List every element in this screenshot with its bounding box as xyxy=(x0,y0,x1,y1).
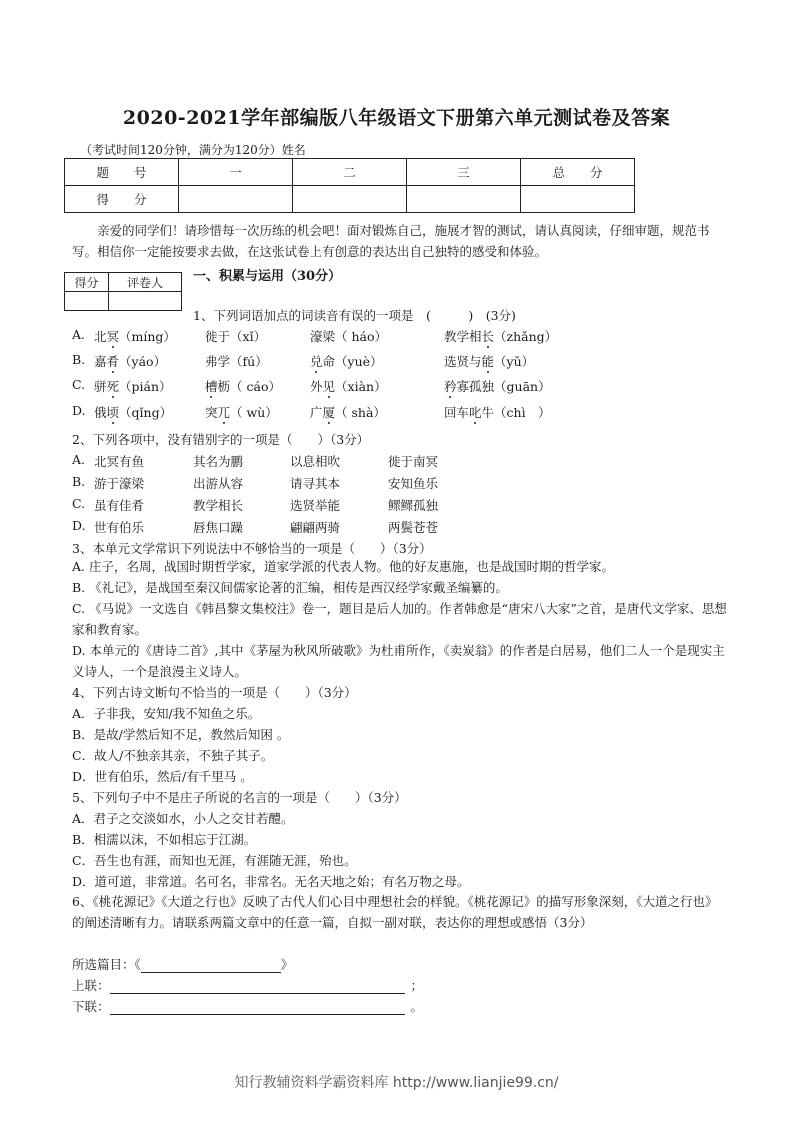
q3-stem: 3、本单元文学常识下列说法中不够恰当的一项是（ ）（3分） xyxy=(72,541,432,556)
q2-option-word: 徙于南冥 xyxy=(388,454,439,469)
q1-option-word: 选贤与能（yǔ） xyxy=(444,354,535,369)
q1-option-word: 俄顷（qǐng） xyxy=(94,405,173,420)
emphasis-char: 肴 xyxy=(106,354,120,369)
q2-option-letter: C. xyxy=(72,496,86,511)
q4-option: C．故人/不独亲其亲，不独子其子。 xyxy=(72,748,274,763)
q2-option-word: 鳏鳏孤独 xyxy=(388,498,439,513)
q6-upper-end: ； xyxy=(410,978,424,993)
score-header-cell: 总 分 xyxy=(521,159,635,186)
q3-option-c: C. 《马说》一文选自《韩昌黎文集校注》卷一，题目是后人加的。作者韩愈是“唐宋八大家”之首，是唐代文学家、思想家和教育家。 xyxy=(72,601,727,637)
score-header-cell: 三 xyxy=(407,159,521,186)
q1-option-row xyxy=(72,403,86,418)
q6-lower-blank[interactable] xyxy=(110,1001,405,1015)
emphasis-char: 长 xyxy=(481,329,495,344)
q1-option-word: 兑命（yuè） xyxy=(310,354,383,369)
q1-option-row xyxy=(72,377,85,392)
q4-option: D．世有伯乐，然后/有千里马 。 xyxy=(72,769,253,784)
q6-lower-label: 下联： xyxy=(72,999,110,1014)
q6-chosen-label: 所选篇目：《 xyxy=(72,957,141,972)
q2-option-word: 世有伯乐 xyxy=(94,520,145,535)
emphasis-char: 叱 xyxy=(469,405,482,420)
q1-option-letter: B. xyxy=(72,352,86,367)
q1-option-row xyxy=(72,352,85,367)
q6-lower-row xyxy=(72,997,423,1015)
section-heading: 一、积累与运用（30分） xyxy=(193,269,342,284)
q1-option-word: 濠梁（ háo） xyxy=(310,329,388,344)
emphasis-char: 顷 xyxy=(106,405,120,420)
q4-option: B．是故/学然后知不足，教然后知困 。 xyxy=(72,727,290,742)
q4-option: A．子非我，安知/我不知鱼之乐。 xyxy=(72,706,261,721)
q1-option-word: 教学相长（zhǎng） xyxy=(444,329,558,344)
q1-option-letter: A. xyxy=(72,327,86,342)
q6-chosen-blank[interactable] xyxy=(141,959,281,973)
q2-option-letter: A. xyxy=(72,452,86,467)
q2-option-letter: B. xyxy=(72,474,86,489)
emphasis-char: 兀 xyxy=(217,405,231,420)
q6-chosen-close: 》 xyxy=(280,957,294,972)
q2-option-word: 选贤举能 xyxy=(290,498,341,513)
emphasis-char: 死 xyxy=(106,379,120,394)
emphasis-char: 厦 xyxy=(322,405,336,420)
emphasis-char: 矜 xyxy=(444,379,457,394)
score-cell xyxy=(407,186,521,213)
q2-option-word: 安知鱼乐 xyxy=(388,476,439,491)
q2-option-word: 唇焦口躁 xyxy=(193,520,244,535)
q3-option-a: A. 庄子，名周，战国时期哲学家，道家学派的代表人物。他的好友惠施，也是战国时期的哲学家。 xyxy=(72,559,614,574)
q6-upper-blank[interactable] xyxy=(110,980,405,994)
q2-option-word: 教学相长 xyxy=(193,498,244,513)
q2-stem: 2、下列各项中，没有错别字的一项是（ ）（3分） xyxy=(72,432,370,447)
q1-option-row xyxy=(72,327,85,342)
q1-option-letter: C. xyxy=(72,377,86,392)
q2-option-word: 虽有佳肴 xyxy=(94,498,145,513)
q1-option-word: 北冥（míng） xyxy=(94,329,176,344)
q2-option-word: 翩翩两骑 xyxy=(290,520,341,535)
emphasis-char: 槽 xyxy=(205,379,218,394)
score-header-cell: 二 xyxy=(293,159,407,186)
footer-watermark: 知行教辅资料学霸资料库 http://www.lianjie99.cn/ xyxy=(234,1075,559,1091)
emphasis-char: 见 xyxy=(322,379,336,394)
q6-stem: 6、《桃花源记》《大道之行也》反映了古代人们心目中理想社会的样貌。《桃花源记》的描写形象深刻，《大道之行也》的阐述清晰有力。请联系两篇文章中的任意一篇，自拟一副对联，表达你的理想或感悟（3分） xyxy=(72,894,718,930)
q2-option-word: 其名为鹏 xyxy=(193,454,244,469)
score-cell xyxy=(521,186,635,213)
grader-score-cell xyxy=(65,292,109,311)
score-table xyxy=(64,158,635,213)
q1-option-word: 槽枥（ cáo） xyxy=(205,379,281,394)
exam-subtitle: （考试时间120分钟，满分为120分）姓名 xyxy=(80,143,306,157)
q6-chosen-row xyxy=(72,955,293,973)
q6-lower-end: 。 xyxy=(410,999,424,1014)
q1-option-word: 回车叱牛（chì ） xyxy=(444,405,551,420)
q6-upper-label: 上联： xyxy=(72,978,110,993)
emphasis-char: 冥 xyxy=(106,329,120,344)
q2-option-word: 以息相吹 xyxy=(290,454,341,469)
q1-option-word: 骈死（pián） xyxy=(94,379,172,394)
grader-table xyxy=(64,272,182,311)
q1-option-word: 嘉肴（yáo） xyxy=(94,354,167,369)
q5-stem: 5、下列句子中不是庄子所说的名言的一项是（ ）（3分） xyxy=(72,790,407,805)
q2-option-word: 北冥有鱼 xyxy=(94,454,145,469)
intro-paragraph: 亲爱的同学们！请珍惜每一次历练的机会吧！面对锻炼自己，施展才智的测试，请认真阅读，仔细审题，规范书写。相信你一定能按要求去做，在这张试卷上有创意的表达出自己独特的感受和体验。 xyxy=(72,223,710,259)
q2-option-word: 出游从容 xyxy=(193,476,244,491)
grader-name-header: 评卷人 xyxy=(109,273,182,292)
score-header-cell: 一 xyxy=(179,159,293,186)
score-header-cell: 题 号 xyxy=(65,159,179,186)
q1-option-word: 徙于（xǐ） xyxy=(205,329,267,344)
emphasis-char: 能 xyxy=(481,354,495,369)
q5-option: C．吾生也有涯，而知也无涯，有涯随无涯，殆也。 xyxy=(72,853,357,868)
q5-option: D．道可道，非常道。名可名，非常名。无名天地之始；有名万物之母。 xyxy=(72,874,470,889)
q1-option-word: 弗学（fú） xyxy=(205,354,268,369)
q1-option-word: 广厦（ shà） xyxy=(310,405,386,420)
q6-upper-row xyxy=(72,976,423,994)
score-cell xyxy=(179,186,293,213)
score-table-score-row xyxy=(65,186,635,213)
score-cell xyxy=(293,186,407,213)
q5-option: B．相濡以沫，不如相忘于江湖。 xyxy=(72,832,257,847)
emphasis-char: 兑 xyxy=(310,354,323,369)
q1-option-word: 突兀（ wù） xyxy=(205,405,278,420)
page-title: 2020-2021学年部编版八年级语文下册第六单元测试卷及答案 xyxy=(122,107,671,129)
score-table-header-row xyxy=(65,159,635,186)
q2-option-letter: D. xyxy=(72,518,86,533)
q2-option-word: 请寻其本 xyxy=(290,476,341,491)
grader-score-header: 得分 xyxy=(65,273,109,292)
q1-option-word: 矜寡孤独（guān） xyxy=(444,379,551,394)
q1-stem: 1、下列词语加点的词读音有误的一项是 ( ) (3分) xyxy=(193,308,516,323)
q1-option-letter: D. xyxy=(72,403,86,418)
score-row-label: 得 分 xyxy=(65,186,179,213)
q3-option-d: D. 本单元的《唐诗二首》,其中《茅屋为秋风所破歌》为杜甫所作，《卖炭翁》的作者是白居易，他们二人一个是现实主义诗人，一个是浪漫主义诗人。 xyxy=(72,643,725,679)
q1-option-word: 外见（xiàn） xyxy=(310,379,387,394)
q3-option-b: B. 《礼记》，是战国至秦汉间儒家论著的汇编，相传是西汉经学家戴圣编纂的。 xyxy=(72,580,508,595)
q4-stem: 4、下列古诗文断句不恰当的一项是（ ）（3分） xyxy=(72,685,357,700)
q2-option-word: 两鬓苍苍 xyxy=(388,520,439,535)
q5-option: A．君子之交淡如水，小人之交甘若醴。 xyxy=(72,811,294,826)
grader-name-cell xyxy=(109,292,182,311)
q2-option-word: 游于濠梁 xyxy=(94,476,145,491)
